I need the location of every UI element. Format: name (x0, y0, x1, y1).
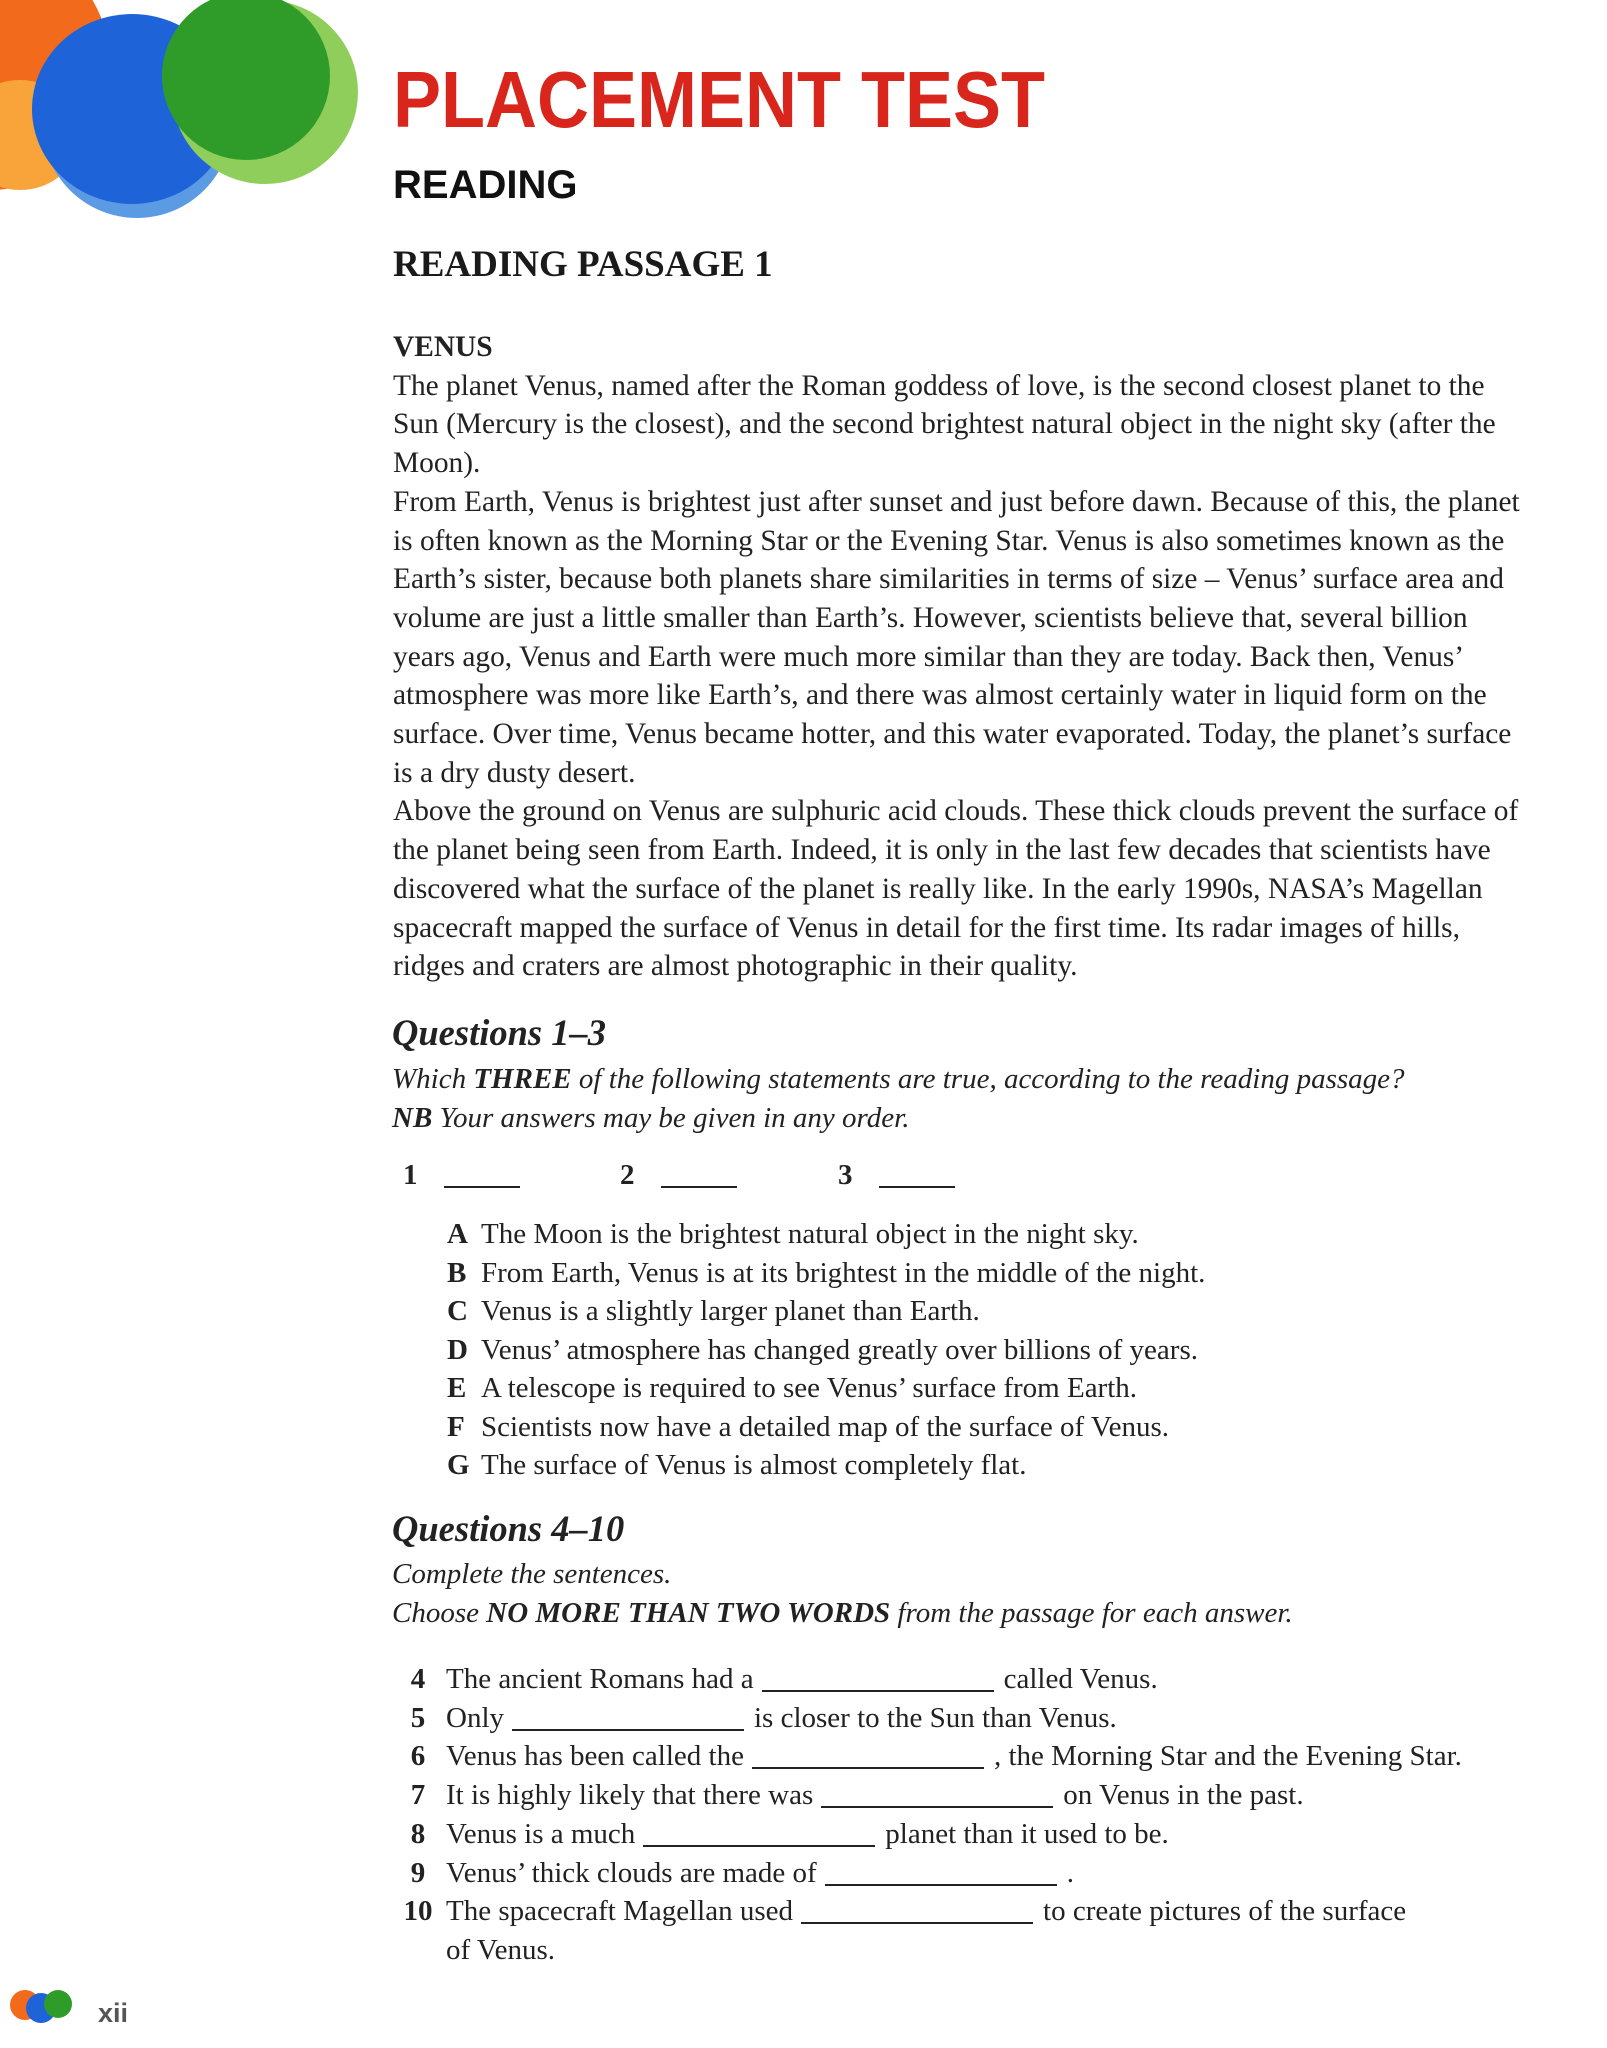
answer-blank[interactable] (444, 1156, 520, 1188)
answer-blank[interactable] (512, 1699, 744, 1731)
sentence-item: 7 It is highly likely that there was on Venus in the past. (390, 1776, 1462, 1815)
passage-paragraph: The planet Venus, named after the Roman goddess of love, is the second closest planet to the Sun (Mercury is the closest), and the second brightest natural object in the night sky (after the Moon). (393, 369, 1496, 480)
instruction-text: Complete the sentences. (392, 1558, 672, 1590)
answer-blank[interactable] (643, 1815, 875, 1847)
reading-passage (393, 328, 1523, 986)
answer-blank[interactable] (752, 1737, 984, 1769)
option-item: E A telescope is required to see Venus’ surface from Earth. (447, 1372, 1138, 1404)
sentence-item: 9 Venus’ thick clouds are made of . (390, 1854, 1462, 1893)
instruction-text: Which THREE of the following statements are true, according to the reading passage? (392, 1063, 1405, 1095)
answer-blank[interactable] (762, 1660, 994, 1692)
option-item: B From Earth, Venus is at its brightest in the middle of the night. (447, 1256, 1206, 1289)
sentence-item: 8 Venus is a much planet than it used to be. (390, 1815, 1462, 1854)
sentence-item: 4 The ancient Romans had a called Venus. (390, 1660, 1462, 1699)
questions-1-3-instructions (392, 1060, 1542, 1138)
sentence-item: 10 The spacecraft Magellan used to create pictures of the surface (390, 1892, 1462, 1931)
sentence-item: 6 Venus has been called the , the Morning Star and the Evening Star. (390, 1737, 1462, 1776)
questions-1-3-heading: Questions 1–3 (392, 1012, 606, 1053)
answer-blank[interactable] (825, 1854, 1057, 1886)
section-heading: READING (393, 163, 578, 207)
page-number: xii (98, 1998, 129, 2028)
passage-paragraph: Above the ground on Venus are sulphuric acid clouds. These thick clouds prevent the surface of the planet being seen from Earth. Indeed, it is only in the last few decades that scientists have discovered what the surface of the planet is really like. In the early 1990s, NASA’s Magellan spacecraft mapped the surface of Venus in detail for the first time. Its radar images of hills, ridges and craters are almost photographic in their quality. (393, 795, 1519, 983)
answer-slot-1: 1 (403, 1156, 520, 1194)
option-item: A The Moon is the brightest natural object in the night sky. (447, 1218, 1139, 1250)
answer-blank[interactable] (821, 1776, 1053, 1808)
questions-4-10-instructions (392, 1555, 1542, 1633)
answer-slot-3: 3 (838, 1156, 955, 1194)
option-item: F Scientists now have a detailed map of the surface of Venus. (447, 1410, 1170, 1443)
questions-4-10-heading: Questions 4–10 (392, 1508, 625, 1549)
passage-heading: READING PASSAGE 1 (393, 244, 773, 285)
page-title: PLACEMENT TEST (393, 55, 1046, 144)
sentence-item: 5 Only is closer to the Sun than Venus. (390, 1699, 1462, 1738)
statement-options-list (447, 1215, 1205, 1485)
sentence-completion-list (390, 1660, 1462, 1970)
instruction-text: Choose NO MORE THAN TWO WORDS from the passage for each answer. (392, 1597, 1293, 1629)
passage-paragraph: From Earth, Venus is brightest just after sunset and just before dawn. Because of this, the planet is often known as the Morning Star or the Evening Star. Venus is also sometimes known as the Earth’s sister, because both planets share similarities in terms of size – Venus’ surface area and volume are just a little smaller than Earth’s. However, scientists believe that, several billion years ago, Venus and Earth were much more similar than they are today. Back then, Venus’ atmosphere was more like Earth’s, and there was almost certainly water in liquid form on the surface. Over time, Venus became hotter, and this water evaporated. Today, the planet’s surface is a dry dusty desert. (393, 485, 1520, 789)
answer-slot-2: 2 (620, 1156, 737, 1194)
answer-blank[interactable] (661, 1156, 737, 1188)
answer-blank[interactable] (801, 1892, 1033, 1924)
option-item: D Venus’ atmosphere has changed greatly over billions of years. (447, 1333, 1198, 1366)
option-item: C Venus is a slightly larger planet than Earth. (447, 1295, 980, 1327)
sentence-continuation: of Venus. (446, 1933, 556, 1966)
answer-blank[interactable] (879, 1156, 955, 1188)
passage-title: VENUS (393, 331, 493, 363)
option-item: G The surface of Venus is almost completely flat. (447, 1449, 1027, 1481)
note-text: NB Your answers may be given in any order. (392, 1102, 910, 1134)
